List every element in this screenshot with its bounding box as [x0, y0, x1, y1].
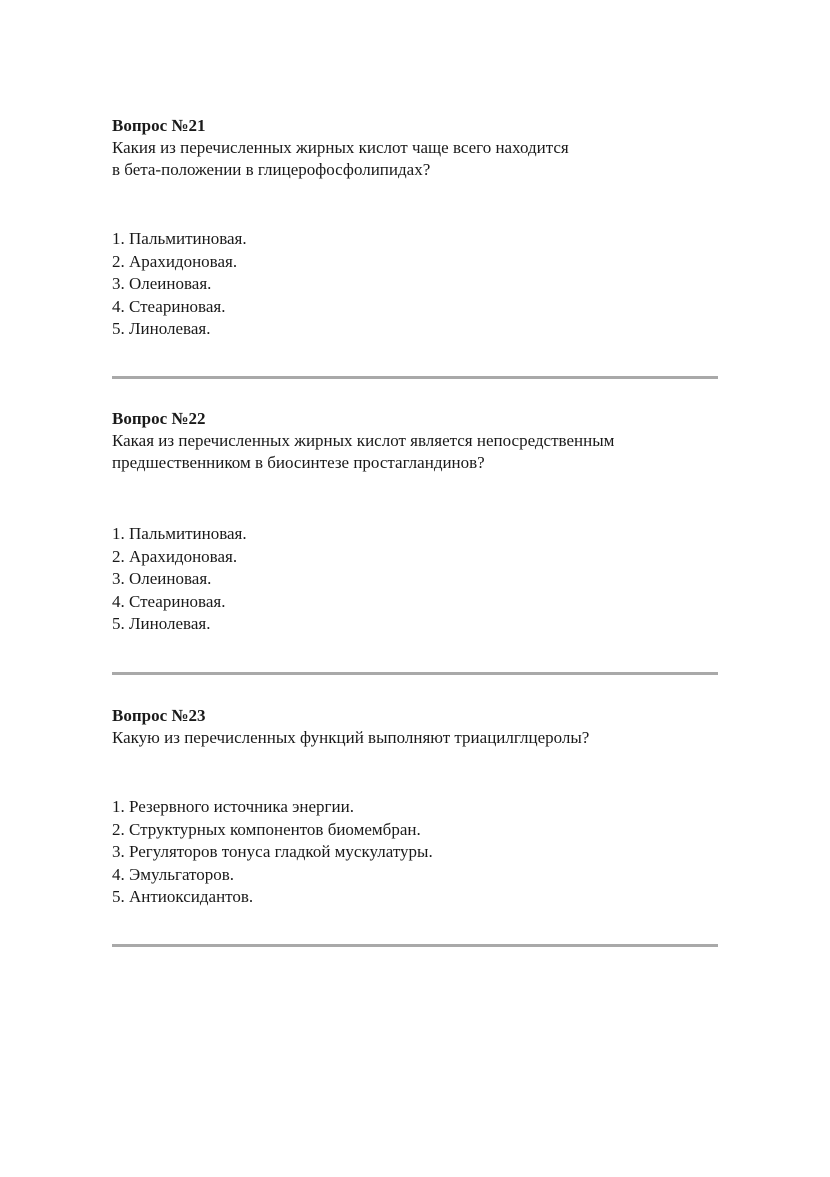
answer-options — [112, 796, 433, 909]
answer-option: 4. Стеариновая. — [112, 296, 226, 316]
answer-option: 4. Стеариновая. — [112, 591, 226, 611]
answer-option: 2. Арахидоновая. — [112, 546, 238, 566]
question-title: Вопрос №22 — [112, 409, 206, 428]
section-divider — [112, 376, 718, 379]
answer-option: 3. Регуляторов тонуса гладкой мускулатуры. — [112, 842, 433, 861]
answer-option: 5. Антиоксидантов. — [112, 887, 254, 906]
answer-option: 4. Эмульгаторов. — [112, 864, 235, 884]
answer-option: 3. Олеиновая. — [112, 274, 212, 293]
question-22 — [112, 408, 718, 633]
section-divider — [112, 672, 718, 675]
answer-option: 2. Структурных компонентов биомембран. — [112, 819, 421, 839]
question-text: Какая из перечисленных жирных кислот является непосредственным предшественником в биосинтезе простагландинов? — [112, 431, 615, 472]
section-divider — [112, 944, 718, 947]
answer-options — [112, 228, 247, 341]
answer-option: 1. Пальмитиновая. — [112, 524, 247, 543]
answer-option: 5. Линолевая. — [112, 614, 211, 633]
answer-options — [112, 523, 247, 636]
answer-option: 5. Линолевая. — [112, 319, 211, 338]
question-title: Вопрос №21 — [112, 116, 206, 135]
answer-option: 2. Арахидоновая. — [112, 251, 238, 271]
question-text: Какия из перечисленных жирных кислот чаще всего находится в бета-положении в глицерофосфолипидах? — [112, 138, 569, 179]
answer-option: 1. Резервного источника энергии. — [112, 797, 354, 816]
question-text: Какую из перечисленных функций выполняют триацилглцеролы? — [112, 728, 590, 747]
question-21 — [112, 115, 718, 338]
question-title: Вопрос №23 — [112, 706, 206, 725]
answer-option: 3. Олеиновая. — [112, 569, 212, 588]
answer-option: 1. Пальмитиновая. — [112, 229, 247, 248]
question-23 — [112, 705, 718, 906]
